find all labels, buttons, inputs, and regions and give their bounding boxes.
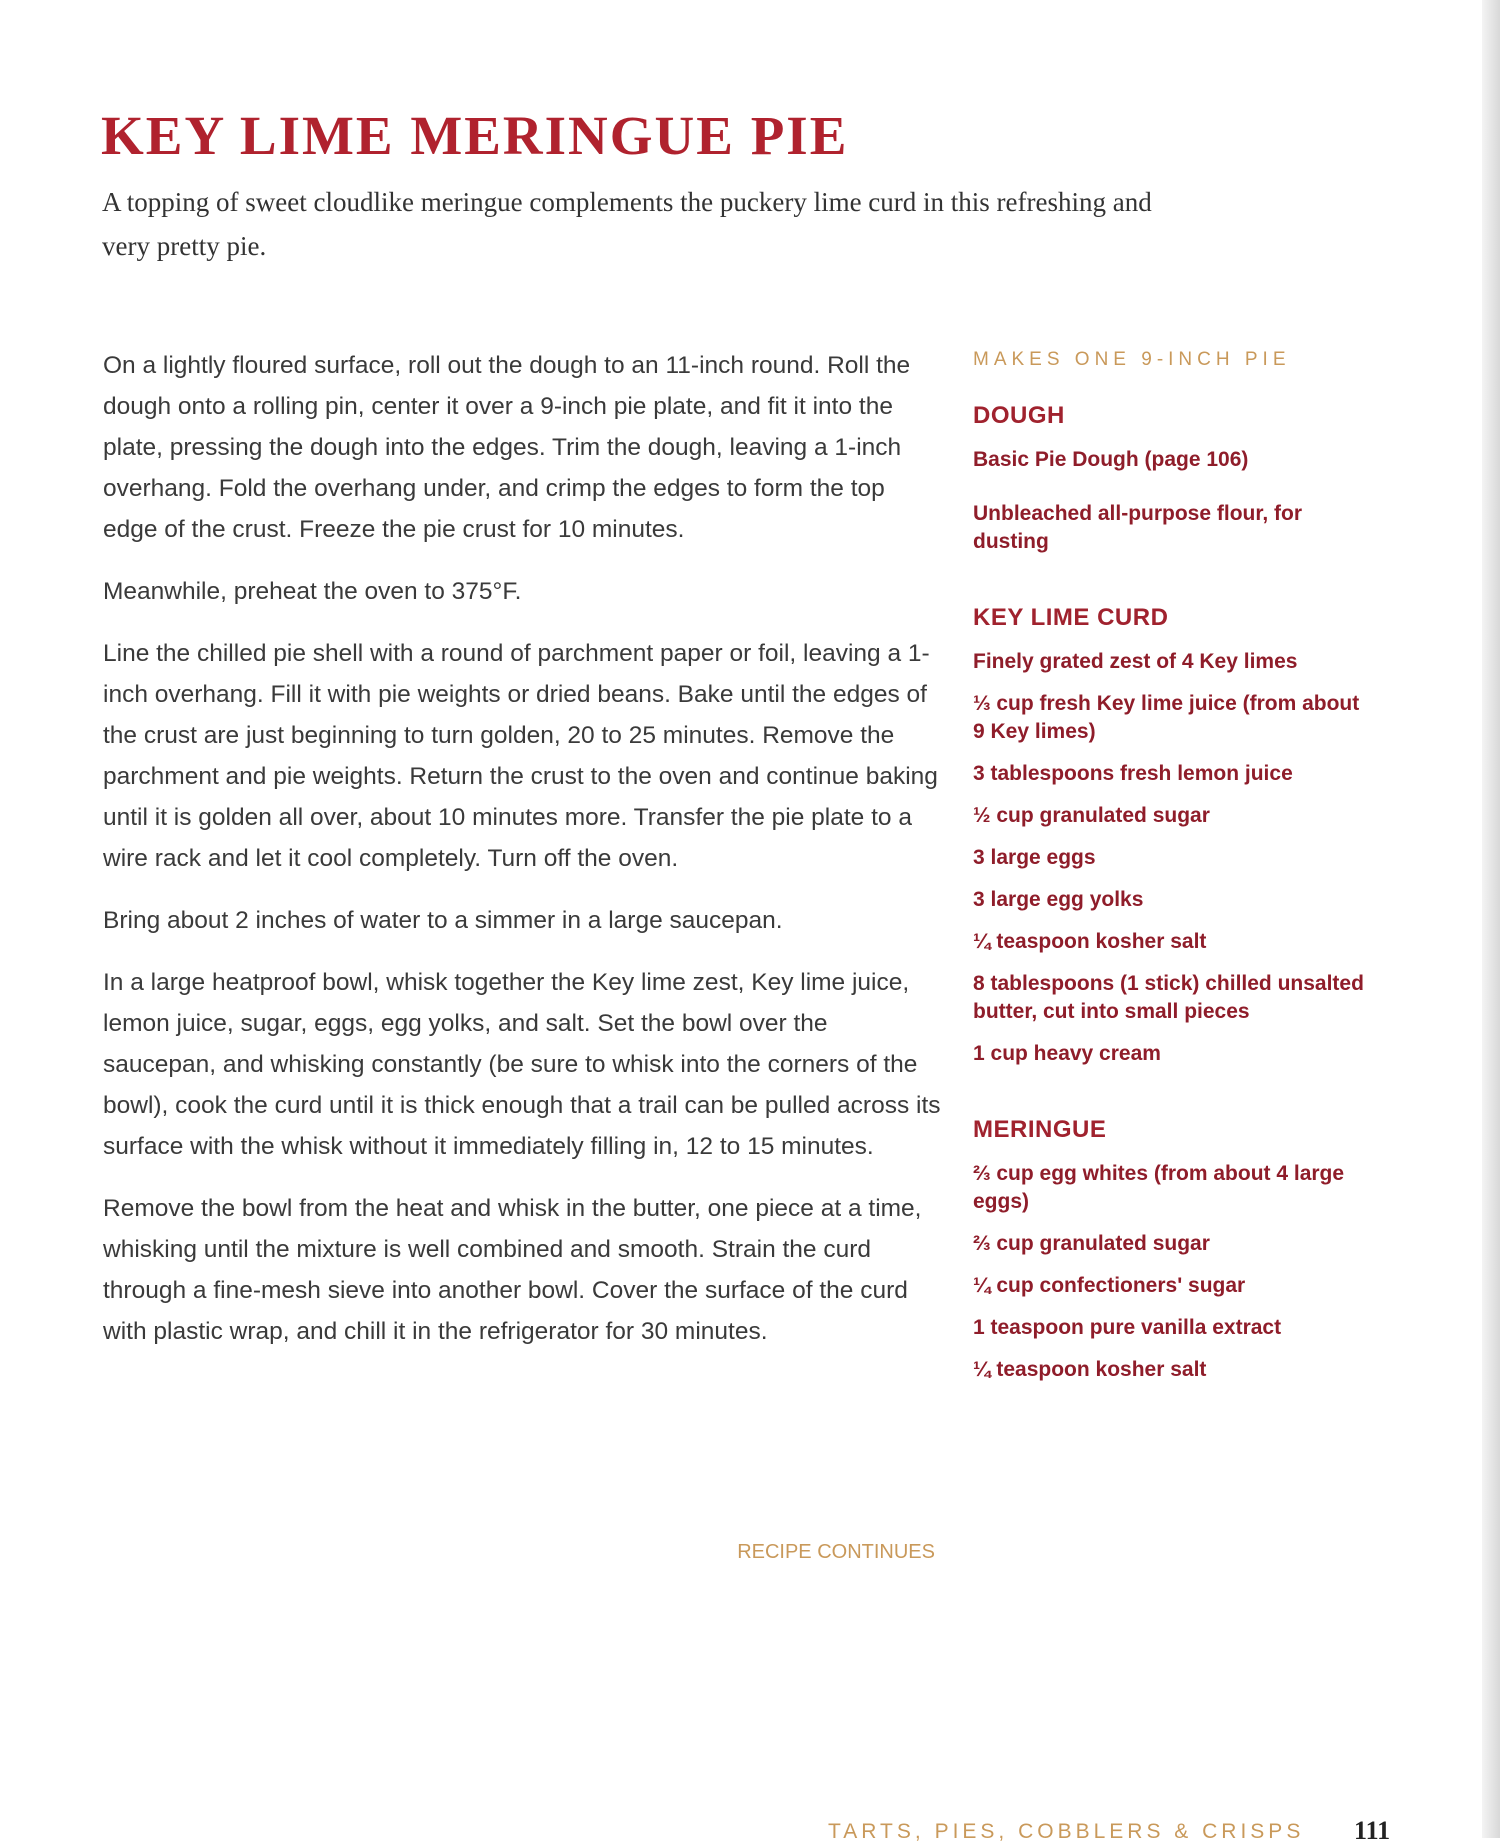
ingredient: Unbleached all-purpose flour, for dusting [973,502,1303,553]
ingredient: 3 large egg yolks [973,888,1144,911]
section-heading: KEY LIME CURD [973,604,1169,631]
recipe-continues: RECIPE CONTINUES [737,1541,935,1563]
recipe-intro: A topping of sweet cloudlike meringue complements the puckery lime curd in this refreshing and very pretty pie. [102,187,1152,261]
ingredient: ¼ cup confectioners' sugar [973,1274,1246,1297]
method-step: In a large heatproof bowl, whisk together the Key lime zest, Key lime juice, lemon juice, sugar, eggs, egg yolks, and salt. Set the bowl over the saucepan, and whisking constantly (be sure to whisk into the corners of the bowl), cook the curd until it is thick enough that a trail can be pulled across its surface with the whisk without it immediately filling in, 12 to 15 minutes. [103,969,941,1160]
ingredient: ⅔ cup granulated sugar [973,1232,1210,1255]
ingredient: ½ cup granulated sugar [973,804,1210,827]
yield: MAKES ONE 9-INCH PIE [973,349,1291,370]
section-heading: MERINGUE [973,1116,1107,1143]
method [103,345,943,1373]
running-footer: TARTS, PIES, COBBLERS & CRISPS [828,1820,1305,1843]
ingredient: 1 teaspoon pure vanilla extract [973,1316,1282,1339]
method-step: Remove the bowl from the heat and whisk in the butter, one piece at a time, whisking until the mixture is well combined and smooth. Strain the curd through a fine-mesh sieve into another bowl. Cover the surface of the curd with plastic wrap, and chill it in the refrigerator for 30 minutes. [103,1195,922,1345]
ingredient: 3 tablespoons fresh lemon juice [973,762,1293,785]
method-step: On a lightly floured surface, roll out the dough to an 11-inch round. Roll the dough onto a rolling pin, center it over a 9-inch pie plate, and fit it into the plate, pressing the dough into the edges. Trim the dough, leaving a 1-inch overhang. Fold the overhang under, and crimp the edges to form the top edge of the crust. Freeze the pie crust for 10 minutes. [103,352,911,543]
ingredient: Finely grated zest of 4 Key limes [973,650,1298,673]
ingredient: 3 large eggs [973,846,1096,869]
method-step: Line the chilled pie shell with a round of parchment paper or foil, leaving a 1-inch overhang. Fill it with pie weights or dried beans. Bake until the edges of the crust are just beginning to turn golden, 20 to 25 minutes. Remove the parchment and pie weights. Return the crust to the oven and continue baking until it is golden all over, about 10 minutes more. Transfer the pie plate to a wire rack and let it cool completely. Turn off the oven. [103,640,938,872]
ingredient: ⅔ cup egg whites (from about 4 large eggs) [973,1162,1345,1213]
ingredient: 1 cup heavy cream [973,1042,1161,1065]
ingredient: ¼ teaspoon kosher salt [973,1358,1207,1381]
ingredient: ¼ teaspoon kosher salt [973,930,1207,953]
ingredients [973,348,1373,1398]
method-step: Bring about 2 inches of water to a simmer in a large saucepan. [103,907,783,934]
recipe-title: KEY LIME MERINGUE PIE [101,105,849,166]
method-step: Meanwhile, preheat the oven to 375°F. [103,578,522,605]
page-edge [1482,0,1500,1838]
ingredient: Basic Pie Dough (page 106) [973,448,1249,471]
section-heading: DOUGH [973,402,1065,429]
page-number: 111 [1354,1816,1391,1845]
ingredient: 8 tablespoons (1 stick) chilled unsalted butter, cut into small pieces [973,972,1364,1023]
ingredient: ⅓ cup fresh Key lime juice (from about 9 Key limes) [973,692,1360,743]
